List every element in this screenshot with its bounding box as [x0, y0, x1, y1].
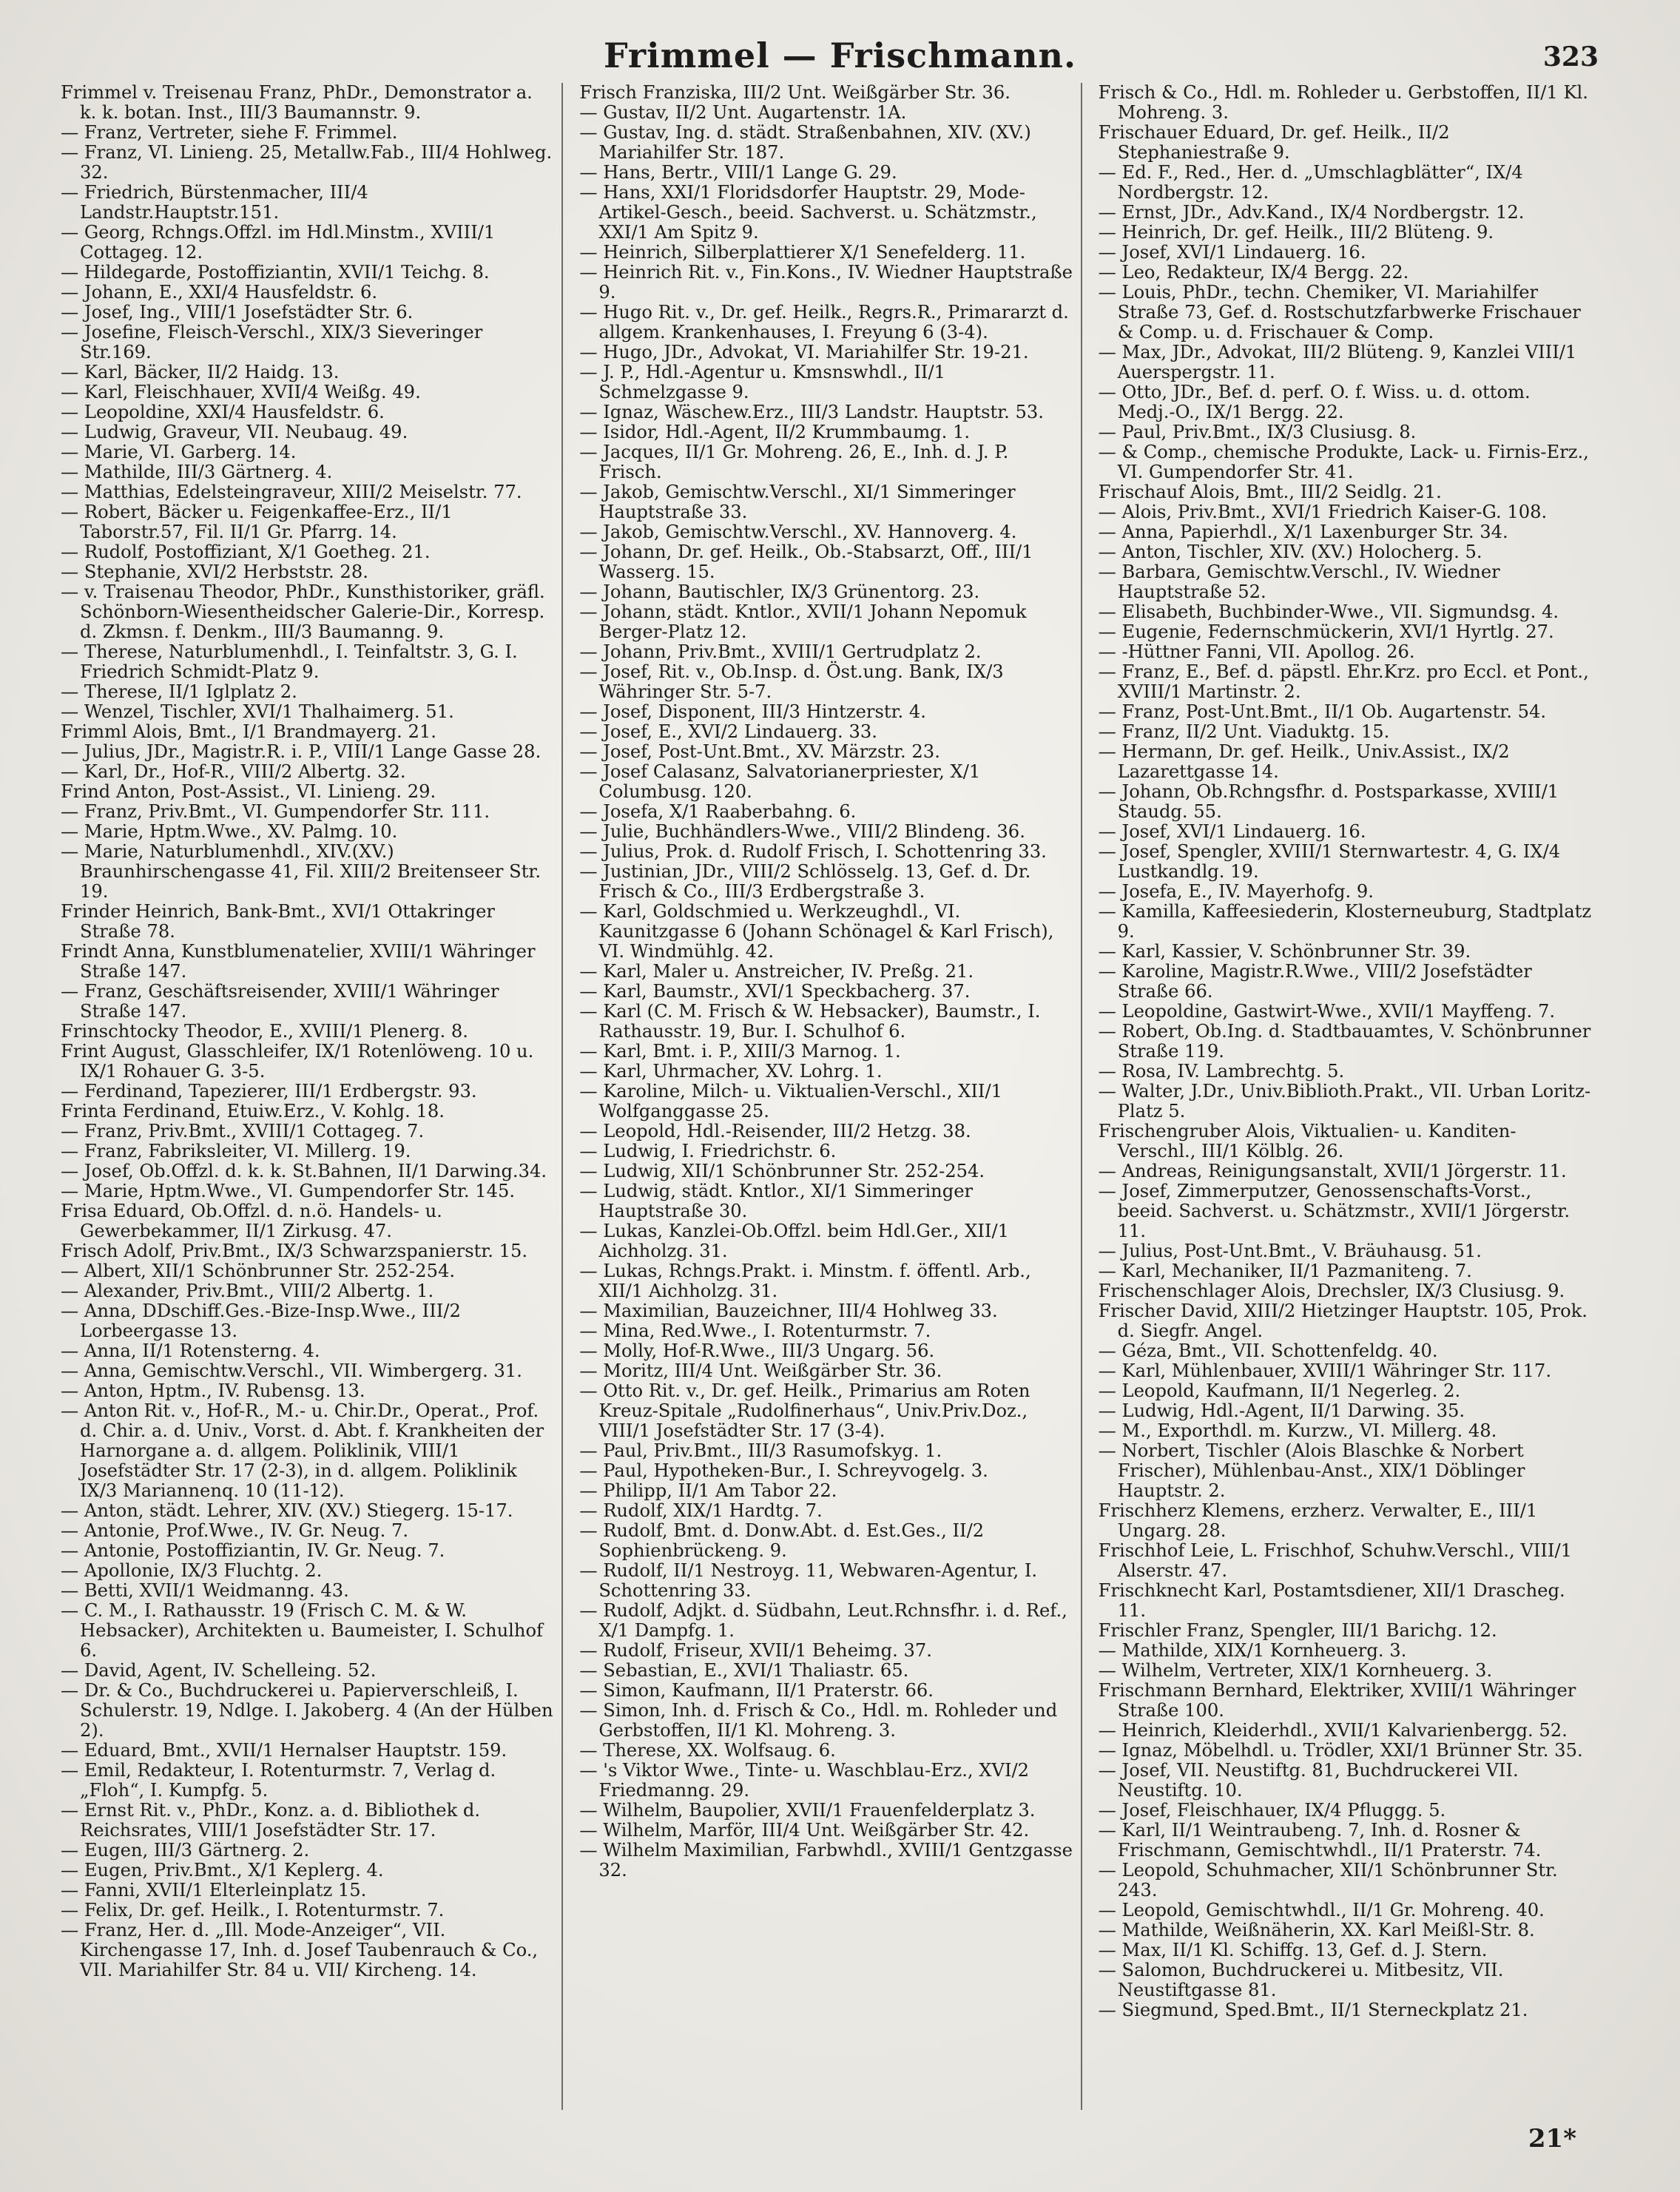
directory-entry: — Josef, Ing., VIII/1 Josefstädter Str. 6. — [61, 302, 414, 323]
directory-entry: — Johann, Dr. gef. Heilk., Ob.-Stabsarzt, Off., III/1 Wasserg. 15. — [579, 542, 1033, 582]
directory-entry: — Leo, Redakteur, IX/4 Bergg. 22. — [1098, 262, 1409, 283]
directory-entry: — Wenzel, Tischler, XVI/1 Thalhaimerg. 51. — [61, 701, 454, 722]
directory-entry: — Karoline, Magistr.R.Wwe., VIII/2 Josefstädter Straße 66. — [1098, 961, 1532, 1002]
directory-entry: — Simon, Inh. d. Frisch & Co., Hdl. m. Rohleder und Gerbstoffen, II/1 Kl. Mohreng. 3. — [579, 1700, 1058, 1741]
directory-entry: — Karl, Bmt. i. P., XIII/3 Marnog. 1. — [579, 1041, 901, 1062]
directory-entry: — Paul, Priv.Bmt., IX/3 Clusiusg. 8. — [1098, 422, 1417, 442]
directory-entry: — C. M., I. Rathausstr. 19 (Frisch C. M. & W. Hebsacker), Architekten u. Baumeister, I. Schulhof 6. — [61, 1600, 543, 1661]
directory-entry: — Hans, XXI/1 Floridsdorfer Hauptstr. 29, Mode-Artikel-Gesch., beeid. Sachverst. u. Schätzmstr., XXI/1 Am Spitz 9. — [579, 182, 1037, 243]
directory-entry: — Josef, Rit. v., Ob.Insp. d. Öst.ung. Bank, IX/3 Währinger Str. 5-7. — [579, 661, 1004, 702]
directory-entry: — Wilhelm, Vertreter, XIX/1 Kornheuerg. 3. — [1098, 1660, 1493, 1681]
directory-entry: — Jakob, Gemischtw.Verschl., XV. Hannoverg. 4. — [579, 522, 1017, 542]
directory-entry: — Max, JDr., Advokat, III/2 Blüteng. 9, Kanzlei VIII/1 Auerspergstr. 11. — [1098, 342, 1577, 382]
directory-entry: — Karl, Maler u. Anstreicher, IV. Preßg. 21. — [579, 961, 974, 982]
directory-entry: Frischhof Leie, L. Frischhof, Schuhw.Verschl., VIII/1 Alserstr. 47. — [1098, 1540, 1573, 1581]
directory-entry: — Andreas, Reinigungsanstalt, XVII/1 Jörgerstr. 11. — [1098, 1161, 1567, 1181]
directory-entry: — Leopold, Hdl.-Reisender, III/2 Hetzg. 38. — [579, 1121, 971, 1141]
directory-entry: — Otto, JDr., Bef. d. perf. O. f. Wiss. u. d. ottom. Medj.-O., IX/1 Bergg. 22. — [1098, 382, 1531, 422]
directory-entry: — Karl (C. M. Frisch & W. Hebsacker), Baumstr., I. Rathausstr. 19, Bur. I. Schulhof 6. — [579, 1001, 1041, 1042]
directory-entry: — Anna, DDschiff.Ges.-Bize-Insp.Wwe., III/2 Lorbeergasse 13. — [61, 1301, 461, 1341]
directory-entry: — Simon, Kaufmann, II/1 Praterstr. 66. — [579, 1680, 934, 1701]
directory-entry: — Leopold, Schuhmacher, XII/1 Schönbrunner Str. 243. — [1098, 1860, 1558, 1901]
directory-entry: — Josef Calasanz, Salvatorianerpriester, X/1 Columbusg. 120. — [579, 761, 981, 802]
page-title: Frimmel — Frischmann. — [604, 36, 1076, 75]
directory-entry: — Ludwig, städt. Kntlor., XI/1 Simmeringer Hauptstraße 30. — [579, 1181, 974, 1221]
directory-entry: — Marie, Hptm.Wwe., XV. Palmg. 10. — [61, 821, 398, 842]
directory-entry: — Therese, Naturblumenhdl., I. Teinfaltstr. 3, G. I. Friedrich Schmidt-Platz 9. — [61, 641, 518, 682]
directory-entry: — Ignaz, Wäschew.Erz., III/3 Landstr. Hauptstr. 53. — [579, 402, 1044, 422]
directory-entry: Frischmann Bernhard, Elektriker, XVIII/1 Währinger Straße 100. — [1098, 1680, 1576, 1721]
directory-entry: — Lukas, Rchngs.Prakt. i. Minstm. f. öffentl. Arb., XII/1 Aichholzg. 31. — [579, 1261, 1031, 1301]
directory-entry: — Hugo, JDr., Advokat, VI. Mariahilfer Str. 19-21. — [579, 342, 1029, 362]
directory-entry: — Franz, Post-Unt.Bmt., II/1 Ob. Augartenstr. 54. — [1098, 701, 1547, 722]
directory-entry: — Karl, Mühlenbauer, XVIII/1 Währinger Str. 117. — [1098, 1360, 1552, 1381]
directory-entry: — Anton, Hptm., IV. Rubensg. 13. — [61, 1380, 365, 1401]
directory-entry: — -Hüttner Fanni, VII. Apollog. 26. — [1098, 641, 1415, 662]
directory-entry: Frimmel v. Treisenau Franz, PhDr., Demonstrator a. k. k. botan. Inst., III/3 Baumannstr. 9. — [61, 83, 533, 123]
directory-entry: — Franz, Geschäftsreisender, XVIII/1 Währinger Straße 147. — [61, 981, 499, 1022]
directory-entry: — Franz, II/2 Unt. Viaduktg. 15. — [1098, 721, 1390, 742]
directory-entry: — Johann, Ob.Rchngsfhr. d. Postsparkasse, XVIII/1 Staudg. 55. — [1098, 781, 1559, 822]
directory-entry: — Géza, Bmt., VII. Schottenfeldg. 40. — [1098, 1341, 1438, 1361]
directory-entry: Frisch Franziska, III/2 Unt. Weißgärber Str. 36. — [579, 83, 1011, 103]
directory-entry: — Josef, E., XVI/2 Lindauerg. 33. — [579, 721, 877, 742]
directory-entry: — Ludwig, XII/1 Schönbrunner Str. 252-254. — [579, 1161, 985, 1181]
directory-entry: — David, Agent, IV. Schelleing. 52. — [61, 1660, 377, 1681]
directory-entry: — Gustav, Ing. d. städt. Straßenbahnen, XIV. (XV.) Mariahilfer Str. 187. — [579, 122, 1031, 163]
directory-entry: — Molly, Hof-R.Wwe., III/3 Ungarg. 56. — [579, 1341, 935, 1361]
directory-entry: — Johann, Bautischler, IX/3 Grünentorg. 23. — [579, 581, 980, 602]
directory-entry: — Eduard, Bmt., XVII/1 Hernalser Hauptstr. 159. — [61, 1740, 507, 1761]
directory-entry: Frisch & Co., Hdl. m. Rohleder u. Gerbstoffen, II/1 Kl. Mohreng. 3. — [1098, 83, 1588, 123]
directory-entry: — Stephanie, XVI/2 Herbststr. 28. — [61, 562, 368, 582]
directory-entry: — Johann, E., XXI/4 Hausfeldstr. 6. — [61, 282, 378, 303]
directory-entry: Frinder Heinrich, Bank-Bmt., XVI/1 Ottakringer Straße 78. — [61, 901, 495, 942]
directory-entry: Frimml Alois, Bmt., I/1 Brandmayerg. 21. — [61, 721, 436, 742]
directory-entry: — Eugen, III/3 Gärtnerg. 2. — [61, 1840, 310, 1861]
directory-entry: Frind Anton, Post-Assist., VI. Linieng. 29. — [61, 781, 436, 802]
directory-entry: — Anton Rit. v., Hof-R., M.- u. Chir.Dr., Operat., Prof. d. Chir. a. d. Univ., Vorst. d. Abt. f. Krankheiten der Harnorgane a. d. allgem. Poliklinik, VIII/1 Josefstädter Str. 17 (2-3), in d. allgem. Poliklinik IX/3 Mariannenq. 10 (11-12). — [61, 1400, 544, 1501]
directory-entry: — Rudolf, Friseur, XVII/1 Beheimg. 37. — [579, 1640, 932, 1661]
directory-entry: — Rudolf, II/1 Nestroyg. 11, Webwaren-Agentur, I. Schottenring 33. — [579, 1560, 1038, 1601]
directory-entry: — Josefa, E., IV. Mayerhofg. 9. — [1098, 881, 1374, 902]
directory-entry: — Anna, Papierhdl., X/1 Laxenburger Str. 34. — [1098, 522, 1508, 542]
directory-entry: — Franz, Priv.Bmt., VI. Gumpendorfer Str. 111. — [61, 801, 490, 822]
directory-entry: Frinschtocky Theodor, E., XVIII/1 Plenerg. 8. — [61, 1021, 468, 1042]
directory-entry: — Anna, Gemischtw.Verschl., VII. Wimbergerg. 31. — [61, 1360, 522, 1381]
directory-entry: — Apollonie, IX/3 Fluchtg. 2. — [61, 1560, 323, 1581]
directory-entry: — Jakob, Gemischtw.Verschl., XI/1 Simmeringer Hauptstraße 33. — [579, 482, 1016, 522]
directory-entry: — Otto Rit. v., Dr. gef. Heilk., Primarius am Roten Kreuz-Spitale „Rudolfinerhaus“, Univ.Priv.Doz., VIII/1 Josefstädter Str. 17 (3-4). — [579, 1380, 1030, 1441]
page-number: 323 — [1542, 41, 1599, 72]
directory-entry: — Karl, Bäcker, II/2 Haidg. 13. — [61, 362, 340, 382]
directory-entry: — Karl, Uhrmacher, XV. Lohrg. 1. — [579, 1061, 883, 1082]
directory-entry: — Karoline, Milch- u. Viktualien-Verschl., XII/1 Wolfganggasse 25. — [579, 1081, 1002, 1122]
directory-entry: — Rudolf, Bmt. d. Donw.Abt. d. Est.Ges., II/2 Sophienbrückeng. 9. — [579, 1520, 985, 1561]
directory-entry: — Franz, E., Bef. d. päpstl. Ehr.Krz. pro Eccl. et Pont., XVIII/1 Martinstr. 2. — [1098, 661, 1589, 702]
directory-entry: — Ignaz, Möbelhdl. u. Trödler, XXI/1 Brünner Str. 35. — [1098, 1740, 1583, 1761]
directory-entry: — Franz, VI. Linieng. 25, Metallw.Fab., III/4 Hohlweg. 32. — [61, 142, 553, 183]
directory-entry: — Leopold, Gemischtwhdl., II/1 Gr. Mohreng. 40. — [1098, 1900, 1545, 1920]
directory-entry: — Karl, Dr., Hof-R., VIII/2 Albertg. 32. — [61, 761, 406, 782]
directory-entry: — Johann, Priv.Bmt., XVIII/1 Gertrudplatz 2. — [579, 641, 982, 662]
directory-entry: — Mathilde, XIX/1 Kornheuerg. 3. — [1098, 1640, 1407, 1661]
directory-entry: — Barbara, Gemischtw.Verschl., IV. Wiedner Hauptstraße 52. — [1098, 562, 1500, 602]
directory-entry: — Anton, Tischler, XIV. (XV.) Holocherg. 5. — [1098, 542, 1482, 562]
directory-entry: Frischer David, XIII/2 Hietzinger Hauptstr. 105, Prok. d. Siegfr. Angel. — [1098, 1301, 1588, 1341]
directory-entry: — Heinrich, Kleiderhdl., XVII/1 Kalvarienbergg. 52. — [1098, 1720, 1568, 1741]
directory-entry: Frischknecht Karl, Postamtsdiener, XII/1 Drascheg. 11. — [1098, 1580, 1565, 1621]
directory-entry: — Wilhelm, Marför, III/4 Unt. Weißgärber Str. 42. — [579, 1820, 1030, 1841]
directory-entry: — Wilhelm Maximilian, Farbwhdl., XVIII/1 Gentzgasse 32. — [579, 1840, 1073, 1881]
directory-entry: — Sebastian, E., XVI/1 Thaliastr. 65. — [579, 1660, 909, 1681]
directory-entry: — Ludwig, Hdl.-Agent, II/1 Darwing. 35. — [1098, 1400, 1465, 1421]
directory-entry: — M., Exporthdl. m. Kurzw., VI. Millerg. 48. — [1098, 1420, 1497, 1441]
directory-entry: — Salomon, Buchdruckerei u. Mitbesitz, VII. Neustiftgasse 81. — [1098, 1960, 1504, 2000]
directory-entry: — Ludwig, Graveur, VII. Neubaug. 49. — [61, 422, 408, 442]
directory-entry: — Anna, II/1 Rotensterng. 4. — [61, 1341, 320, 1361]
directory-entry: — Antonie, Postoffiziantin, IV. Gr. Neug. 7. — [61, 1540, 445, 1561]
directory-entry: — Felix, Dr. gef. Heilk., I. Rotenturmstr. 7. — [61, 1900, 445, 1920]
directory-entry: — Lukas, Kanzlei-Ob.Offzl. beim Hdl.Ger., XII/1 Aichholzg. 31. — [579, 1221, 1009, 1261]
directory-entry: — Heinrich, Silberplattierer X/1 Senefelderg. 11. — [579, 242, 1026, 263]
directory-entry: — Karl, Mechaniker, II/1 Pazmaniteng. 7. — [1098, 1261, 1472, 1281]
directory-entry: — Franz, Vertreter, siehe F. Frimmel. — [61, 122, 398, 143]
directory-entry: — Josef, VII. Neustiftg. 81, Buchdruckerei VII. Neustiftg. 10. — [1098, 1760, 1519, 1801]
directory-entry: — Gustav, II/2 Unt. Augartenstr. 1A. — [579, 102, 907, 123]
directory-entry: Frinta Ferdinand, Etuiw.Erz., V. Kohlg. 18. — [61, 1101, 445, 1122]
directory-entry: — Alexander, Priv.Bmt., VIII/2 Albertg. 1. — [61, 1281, 434, 1301]
directory-entry: Frischauer Eduard, Dr. gef. Heilk., II/2 Stephaniestraße 9. — [1098, 122, 1450, 163]
directory-entry: — Justinian, JDr., VIII/2 Schlösselg. 13, Gef. d. Dr. Frisch & Co., III/3 Erdbergstraße 3. — [579, 861, 1031, 902]
directory-entry: — Georg, Rchngs.Offzl. im Hdl.Minstm., XVIII/1 Cottageg. 12. — [61, 222, 496, 263]
directory-entry: — Mathilde, III/3 Gärtnerg. 4. — [61, 462, 333, 482]
directory-entry: — Therese, XX. Wolfsaug. 6. — [579, 1740, 836, 1761]
directory-entry: — Heinrich, Dr. gef. Heilk., III/2 Blüteng. 9. — [1098, 222, 1494, 243]
directory-entry: — Robert, Ob.Ing. d. Stadtbauamtes, V. Schönbrunner Straße 119. — [1098, 1021, 1591, 1062]
directory-entry: — Rudolf, XIX/1 Hardtg. 7. — [579, 1500, 823, 1521]
directory-entry: — & Comp., chemische Produkte, Lack- u. Firnis-Erz., VI. Gumpendorfer Str. 41. — [1098, 442, 1589, 482]
directory-entry: — Eugenie, Federnschmückerin, XVI/1 Hyrtlg. 27. — [1098, 621, 1554, 642]
directory-entry: — Karl, Kassier, V. Schönbrunner Str. 39. — [1098, 941, 1471, 962]
directory-entry: — Julie, Buchhändlers-Wwe., VIII/2 Blindeng. 36. — [579, 821, 1025, 842]
directory-entry: — Therese, II/1 Iglplatz 2. — [61, 681, 297, 702]
directory-entry: — Isidor, Hdl.-Agent, II/2 Krummbaumg. 1. — [579, 422, 971, 442]
directory-entry: — Leopoldine, Gastwirt-Wwe., XVII/1 Mayffeng. 7. — [1098, 1001, 1556, 1022]
signature-mark: 21* — [1528, 2124, 1576, 2154]
directory-entry: Frischengruber Alois, Viktualien- u. Kanditen-Verschl., III/1 Kölblg. 26. — [1098, 1121, 1517, 1161]
directory-entry: Frindt Anna, Kunstblumenatelier, XVIII/1 Währinger Straße 147. — [61, 941, 536, 982]
directory-entry: — Jacques, II/1 Gr. Mohreng. 26, E., Inh. d. J. P. Frisch. — [579, 442, 1009, 482]
directory-entry: — Moritz, III/4 Unt. Weißgärber Str. 36. — [579, 1360, 942, 1381]
directory-entry: Frischenschlager Alois, Drechsler, IX/3 Clusiusg. 9. — [1098, 1281, 1565, 1301]
directory-entry: — Ludwig, I. Friedrichstr. 6. — [579, 1141, 837, 1161]
directory-entry: — Marie, Hptm.Wwe., VI. Gumpendorfer Str. 145. — [61, 1181, 516, 1201]
directory-entry: — Josefine, Fleisch-Verschl., XIX/3 Sieveringer Str.169. — [61, 322, 483, 362]
directory-entry: — Ernst Rit. v., PhDr., Konz. a. d. Bibliothek d. Reichsrates, VIII/1 Josefstädter Str. 17. — [61, 1800, 481, 1841]
directory-entry: — Josef, Post-Unt.Bmt., XV. Märzstr. 23. — [579, 741, 940, 762]
directory-entry: — Robert, Bäcker u. Feigenkaffee-Erz., II/1 Taborstr.57, Fil. II/1 Gr. Pfarrg. 14. — [61, 502, 453, 542]
directory-entry: — Johann, städt. Kntlor., XVII/1 Johann Nepomuk Berger-Platz 12. — [579, 601, 1027, 642]
directory-entry: — Ferdinand, Tapezierer, III/1 Erdbergstr. 93. — [61, 1081, 477, 1102]
directory-entry: — Philipp, II/1 Am Tabor 22. — [579, 1480, 837, 1501]
directory-entry: — Mina, Red.Wwe., I. Rotenturmstr. 7. — [579, 1321, 931, 1341]
directory-entry: — Karl, Goldschmied u. Werkzeughdl., VI. Kaunitzgasse 6 (Johann Schönagel & Karl Frisch), VI. Windmühlg. 42. — [579, 901, 1054, 962]
directory-entry: — Norbert, Tischler (Alois Blaschke & Norbert Frischer), Mühlenbau-Anst., XIX/1 Döblinger Hauptstr. 2. — [1098, 1440, 1525, 1501]
column-right — [1099, 83, 1599, 2110]
directory-entry: — Leopold, Kaufmann, II/1 Negerleg. 2. — [1098, 1380, 1461, 1401]
directory-entry: — Betti, XVII/1 Weidmanng. 43. — [61, 1580, 349, 1601]
directory-entry: — Rudolf, Postoffiziant, X/1 Goetheg. 21. — [61, 542, 431, 562]
directory-entry: — Mathilde, Weißnäherin, XX. Karl Meißl-Str. 8. — [1098, 1920, 1535, 1940]
directory-entry: — Hermann, Dr. gef. Heilk., Univ.Assist., IX/2 Lazarettgasse 14. — [1098, 741, 1510, 782]
directory-entry: — Ernst, JDr., Adv.Kand., IX/4 Nordbergstr. 12. — [1098, 202, 1525, 223]
directory-entry: — Albert, XII/1 Schönbrunner Str. 252-254. — [61, 1261, 456, 1281]
directory-entry: — Hildegarde, Postoffiziantin, XVII/1 Teichg. 8. — [61, 262, 490, 283]
directory-entry: — Alois, Priv.Bmt., XVI/1 Friedrich Kaiser-G. 108. — [1098, 502, 1548, 522]
directory-entry: — Rudolf, Adjkt. d. Südbahn, Leut.Rchnsfhr. i. d. Ref., X/1 Dampfg. 1. — [579, 1600, 1067, 1641]
directory-entry: — Josef, Spengler, XVIII/1 Sternwartestr. 4, G. IX/4 Lustkandlg. 19. — [1098, 841, 1561, 882]
directory-entry: — Josef, Disponent, III/3 Hintzerstr. 4. — [579, 701, 926, 722]
directory-entry: — Matthias, Edelsteingraveur, XIII/2 Meiselstr. 77. — [61, 482, 522, 502]
directory-entry: — Franz, Fabriksleiter, VI. Millerg. 19. — [61, 1141, 411, 1161]
directory-entry: — Emil, Redakteur, I. Rotenturmstr. 7, Verlag d. „Floh“, I. Kumpfg. 5. — [61, 1760, 496, 1801]
directory-entry: — Anton, städt. Lehrer, XIV. (XV.) Stiegerg. 15-17. — [61, 1500, 513, 1521]
directory-entry: — Josef, XVI/1 Lindauerg. 16. — [1098, 242, 1366, 263]
directory-entry: — Karl, II/1 Weintraubeng. 7, Inh. d. Rosner & Frischmann, Gemischtwhdl., II/1 Praterstr. 74. — [1098, 1820, 1542, 1861]
directory-entry: — v. Traisenau Theodor, PhDr., Kunsthistoriker, gräfl. Schönborn-Wiesentheidscher Galerie-Dir., Korresp. d. Zkmsn. f. Denkm., III/3 Baumanng. 9. — [61, 581, 545, 642]
directory-entry: Frisa Eduard, Ob.Offzl. d. n.ö. Handels- u. Gewerbekammer, II/1 Zirkusg. 47. — [61, 1201, 442, 1241]
directory-entry: — Paul, Hypotheken-Bur., I. Schreyvogelg. 3. — [579, 1460, 988, 1481]
directory-entry: — Julius, JDr., Magistr.R. i. P., VIII/1 Lange Gasse 28. — [61, 741, 542, 762]
directory-entry: — Heinrich Rit. v., Fin.Kons., IV. Wiedner Hauptstraße 9. — [579, 262, 1073, 303]
entries-columns — [61, 83, 1599, 2110]
directory-entry: — Friedrich, Bürstenmacher, III/4 Landstr.Hauptstr.151. — [61, 182, 368, 223]
directory-entry: — Hugo Rit. v., Dr. gef. Heilk., Regrs.R., Primararzt d. allgem. Krankenhauses, I. Freyung 6 (3-4). — [579, 302, 1069, 343]
directory-entry: — Marie, VI. Garberg. 14. — [61, 442, 297, 462]
directory-entry: — J. P., Hdl.-Agentur u. Kmsnswhdl., II/1 Schmelzgasse 9. — [579, 362, 945, 402]
directory-entry: — Wilhelm, Baupolier, XVII/1 Frauenfelderplatz 3. — [579, 1800, 1036, 1821]
directory-entry: — Rosa, IV. Lambrechtg. 5. — [1098, 1061, 1345, 1082]
directory-entry: — Elisabeth, Buchbinder-Wwe., VII. Sigmundsg. 4. — [1098, 601, 1559, 622]
directory-entry: Frisch Adolf, Priv.Bmt., IX/3 Schwarzspanierstr. 15. — [61, 1241, 528, 1261]
directory-entry: — Josefa, X/1 Raaberbahng. 6. — [579, 801, 857, 822]
directory-entry: — Josef, Fleischhauer, IX/4 Pfluggg. 5. — [1098, 1800, 1446, 1821]
directory-entry: Frischler Franz, Spengler, III/1 Barichg. 12. — [1098, 1620, 1497, 1641]
directory-entry: — Max, II/1 Kl. Schiffg. 13, Gef. d. J. Stern. — [1098, 1940, 1488, 1960]
directory-entry: Frint August, Glasschleifer, IX/1 Rotenlöweng. 10 u. IX/1 Rohauer G. 3-5. — [61, 1041, 534, 1082]
directory-entry: — Hans, Bertr., VIII/1 Lange G. 29. — [579, 162, 897, 183]
directory-entry: — Franz, Her. d. „Ill. Mode-Anzeiger“, VII. Kirchengasse 17, Inh. d. Josef Taubenrauch & Co., VII. Mariahilfer Str. 84 u. VII/ Kircheng. 14. — [61, 1920, 539, 1980]
directory-entry: — Julius, Post-Unt.Bmt., V. Bräuhausg. 51. — [1098, 1241, 1482, 1261]
directory-entry: — Karl, Baumstr., XVI/1 Speckbacherg. 37. — [579, 981, 971, 1002]
directory-entry: — Paul, Priv.Bmt., III/3 Rasumofskyg. 1. — [579, 1440, 942, 1461]
column-middle — [579, 83, 1082, 2110]
directory-entry: — Josef, Zimmerputzer, Genossenschafts-Vorst., beeid. Sachverst. u. Schätzmstr., XVII/1 Jörgerstr. 11. — [1098, 1181, 1571, 1241]
directory-entry: — Josef, XVI/1 Lindauerg. 16. — [1098, 821, 1366, 842]
directory-entry: — Siegmund, Sped.Bmt., II/1 Sterneckplatz 21. — [1098, 2000, 1528, 2020]
directory-entry: — Franz, Priv.Bmt., XVIII/1 Cottageg. 7. — [61, 1121, 425, 1141]
directory-entry: — 's Viktor Wwe., Tinte- u. Waschblau-Erz., XVI/2 Friedmanng. 29. — [579, 1760, 1030, 1801]
directory-entry: — Leopoldine, XXI/4 Hausfeldstr. 6. — [61, 402, 385, 422]
page-header — [0, 31, 1680, 83]
directory-entry: — Louis, PhDr., techn. Chemiker, VI. Mariahilfer Straße 73, Gef. d. Rostschutzfarbwerke Frischauer & Comp. u. d. Frischauer & Comp. — [1098, 282, 1581, 343]
directory-entry: — Walter, J.Dr., Univ.Biblioth.Prakt., VII. Urban Loritz-Platz 5. — [1098, 1081, 1591, 1122]
directory-entry: — Fanni, XVII/1 Elterleinplatz 15. — [61, 1880, 367, 1901]
directory-entry: — Julius, Prok. d. Rudolf Frisch, I. Schottenring 33. — [579, 841, 1047, 862]
directory-entry: — Karl, Fleischhauer, XVII/4 Weißg. 49. — [61, 382, 421, 402]
column-left — [61, 83, 563, 2110]
directory-entry: Frischherz Klemens, erzherz. Verwalter, E., III/1 Ungarg. 28. — [1098, 1500, 1538, 1541]
directory-entry: — Ed. F., Red., Her. d. „Umschlagblätter“, IX/4 Nordbergstr. 12. — [1098, 162, 1523, 203]
directory-entry: Frischauf Alois, Bmt., III/2 Seidlg. 21. — [1098, 482, 1442, 502]
directory-entry: — Maximilian, Bauzeichner, III/4 Hohlweg 33. — [579, 1301, 998, 1321]
directory-entry: — Dr. & Co., Buchdruckerei u. Papierverschleiß, I. Schulerstr. 19, Ndlge. I. Jakoberg. 4 (An der Hülben 2). — [61, 1680, 553, 1741]
directory-entry: — Eugen, Priv.Bmt., X/1 Keplerg. 4. — [61, 1860, 384, 1881]
directory-entry: — Josef, Ob.Offzl. d. k. k. St.Bahnen, II/1 Darwing.34. — [61, 1161, 547, 1181]
directory-entry: — Marie, Naturblumenhdl., XIV.(XV.) Braunhirschengasse 41, Fil. XIII/2 Breitenseer Str. 19. — [61, 841, 542, 902]
directory-entry: — Antonie, Prof.Wwe., IV. Gr. Neug. 7. — [61, 1520, 409, 1541]
directory-entry: — Kamilla, Kaffeesiederin, Klosterneuburg, Stadtplatz 9. — [1098, 901, 1592, 942]
